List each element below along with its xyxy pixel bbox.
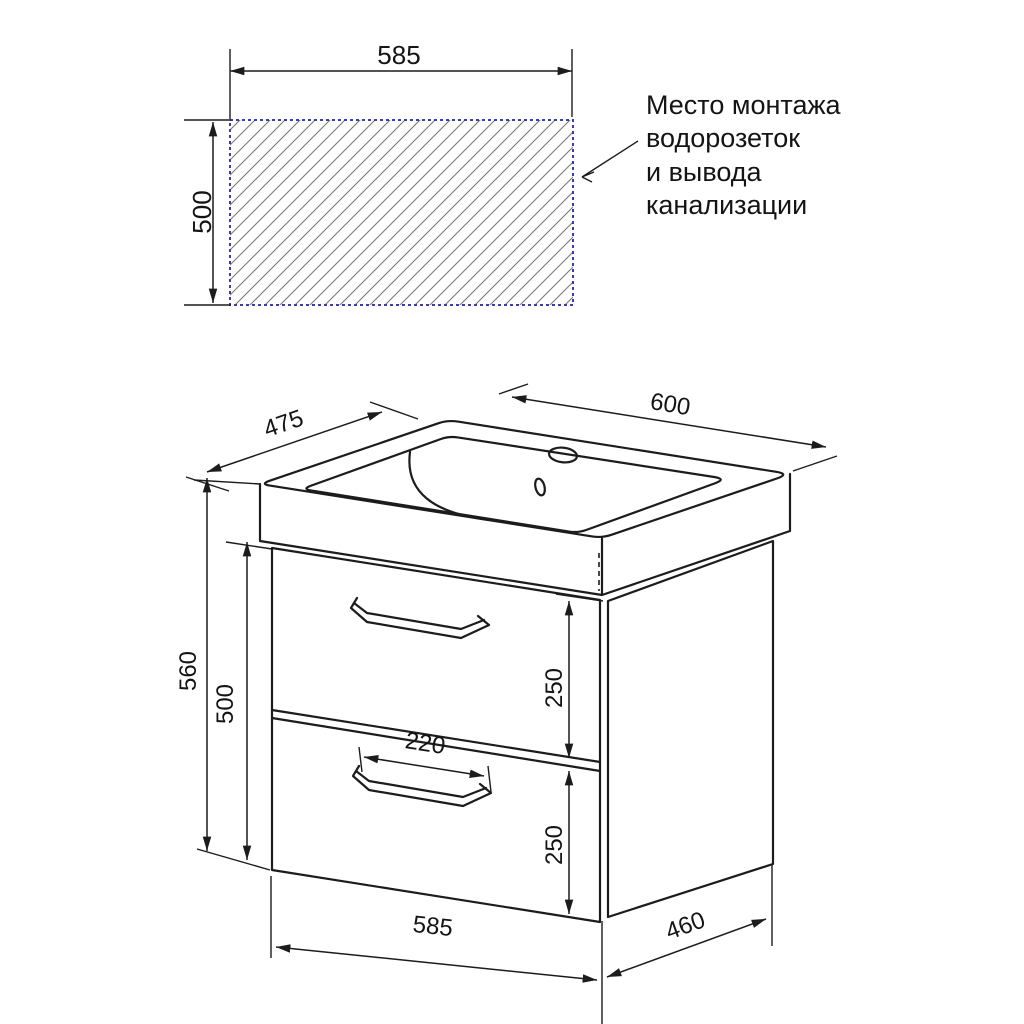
annotation-line-3: и вывода <box>646 157 762 187</box>
cabinet-depth-label: 460 <box>662 906 709 946</box>
annotation-leader-arrow <box>582 141 638 182</box>
sink-depth-label: 475 <box>260 404 307 444</box>
top-drawer-label: 250 <box>541 667 568 709</box>
bottom-drawer-handle <box>353 766 491 806</box>
top-drawer-handle <box>351 598 489 638</box>
sink-body-edges <box>260 474 790 595</box>
vanity-cabinet-diagram <box>175 384 837 1024</box>
wall-height-label: 500 <box>187 190 217 234</box>
annotation-line-1: Место монтажа <box>646 90 841 120</box>
bottom-drawer-label: 250 <box>541 824 568 866</box>
top-handle-inner-line <box>354 603 484 629</box>
bottom-handle-outline <box>353 766 491 806</box>
annotation-line-4: канализации <box>646 190 808 220</box>
sink-depth-extension-ticks <box>186 402 418 491</box>
sink-width-label: 600 <box>648 387 693 422</box>
mounting-annotation <box>646 90 842 220</box>
annotation-line-2: водорозеток <box>646 123 801 153</box>
overflow-hole <box>534 478 547 497</box>
mounting-area-hatch-rect <box>230 120 573 305</box>
cabinet-height-extension-tick <box>226 542 272 549</box>
mounting-area-diagram <box>184 40 842 305</box>
wall-width-label: 585 <box>377 40 421 70</box>
handle-width-label: 220 <box>403 727 448 761</box>
cabinet-side-panel <box>608 541 773 917</box>
overall-height-extension-ticks <box>194 480 270 870</box>
cabinet-width-extension-lines <box>271 876 602 1024</box>
cabinet-height-label: 500 <box>212 683 239 725</box>
sink-top-face <box>265 421 783 537</box>
overall-height-label: 560 <box>175 650 202 692</box>
top-handle-outline <box>351 598 489 638</box>
handle-width-dimension-line <box>364 757 484 776</box>
cabinet-width-dimension-line <box>276 947 597 980</box>
cabinet-width-label: 585 <box>411 911 455 943</box>
bottom-handle-inner-line <box>356 771 486 797</box>
